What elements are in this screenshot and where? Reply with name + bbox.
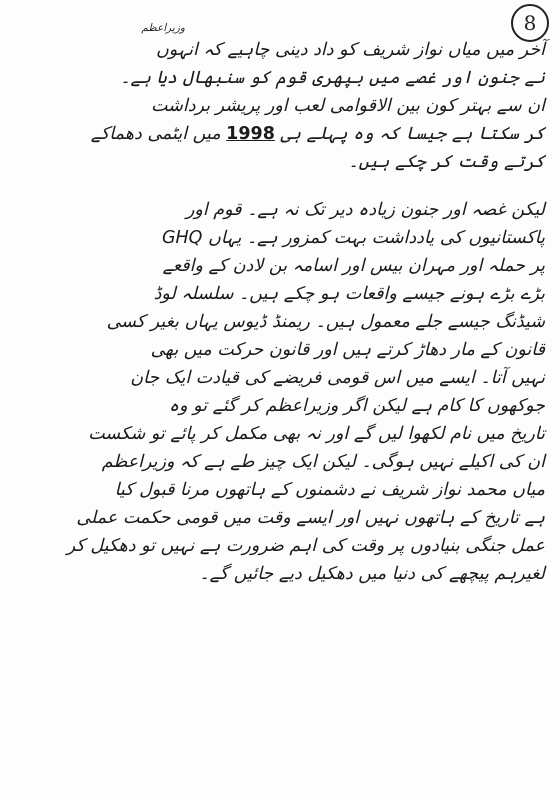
manuscript-line: عمل جنگی بنیادوں پر وقت کی اہم ضرورت ہے نہیں تو دھکیل کر	[66, 536, 545, 556]
manuscript-line: نہیں آتا۔ ایسے میں اس قومی فریضے کی قیادت ایک جان	[130, 368, 545, 388]
caret-insertion: وزیراعظم	[141, 22, 185, 34]
manuscript-body	[10, 22, 545, 588]
page-number: 8	[511, 4, 549, 42]
year-number: 1998	[226, 124, 275, 144]
manuscript-line: لغیرہم پیچھے کی دنیا میں دھکیل دیے جائیں گے۔	[199, 564, 545, 584]
paragraph-gap	[10, 176, 545, 196]
manuscript-line: کرتے وقت کر چکے ہیں۔	[348, 152, 545, 172]
manuscript-line: ہے تاریخ کے ہاتھوں نہیں اور ایسے وقت میں قومی حکمت عملی	[76, 508, 545, 528]
manuscript-line: ان سے بہتر کون بین الاقوامی لعب اور پریشر برداشت	[151, 96, 545, 116]
manuscript-line: لیکن غصہ اور جنون زیادہ دیر تک نہ ہے۔ قوم اور	[185, 200, 545, 220]
manuscript-line: جوکھوں کا کام ہے لیکن اگر وزیراعظم کر گئے تو وہ	[168, 396, 545, 416]
manuscript-line: کر سکتا ہے جیسا کہ وہ پہلے ہی 1998 میں ایٹمی دھماکے	[90, 124, 545, 144]
manuscript-line: قانون کے مار دھاڑ کرتے ہیں اور قانون حرکت میں بھی	[150, 340, 545, 360]
manuscript-line: شیڈنگ جیسے جلے معمول ہیں۔ ریمنڈ ڈیوس یہاں بغیر کسی	[106, 312, 545, 332]
manuscript-line: پر حملہ اور مہران بیس اور اسامہ بن لادن کے واقعے	[162, 256, 545, 276]
manuscript-line: وزیراعظم آخر میں میاں نواز شریف کو داد دینی چاہیے کہ انہوں	[141, 22, 545, 60]
manuscript-line: میاں محمد نواز شریف نے دشمنوں کے ہاتھوں مرنا قبول کیا	[114, 480, 545, 500]
manuscript-line: بڑے بڑے ہونے جیسے واقعات ہو چکے ہیں۔ سلسلہ لوڈ	[153, 284, 545, 304]
manuscript-line: پاکستانیوں کی یادداشت بہت کمزور ہے۔ یہاں GHQ	[161, 228, 545, 248]
manuscript-line: ان کی اکیلے نہیں ہوگی۔ لیکن ایک چیز طے ہے کہ وزیراعظم	[101, 452, 545, 472]
manuscript-line: نے جنون اور غصے میں بپھری قوم کو سنبھال دیا ہے۔	[120, 68, 545, 88]
manuscript-line: تاریخ میں نام لکھوا لیں گے اور نہ بھی مکمل کر پائے تو شکست	[88, 424, 545, 444]
